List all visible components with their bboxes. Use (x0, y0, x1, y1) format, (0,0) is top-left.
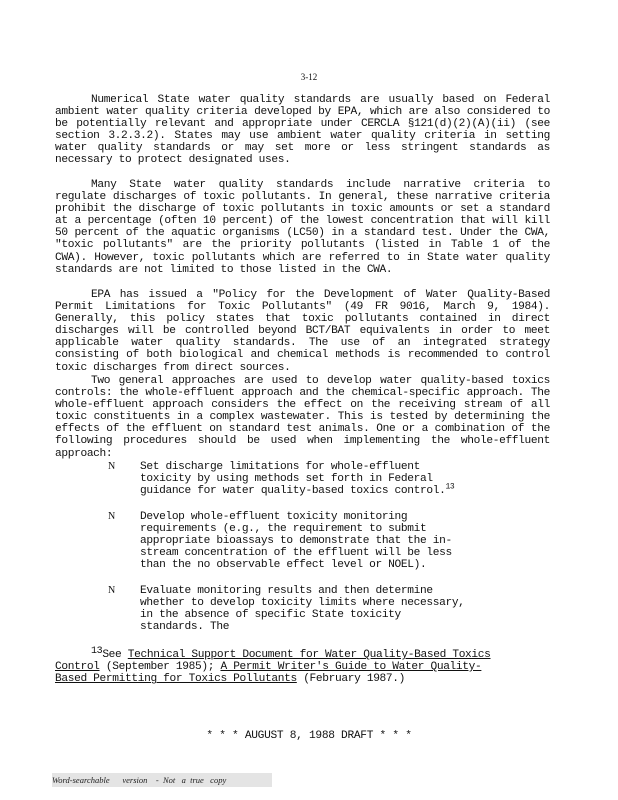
list-item (108, 461, 568, 501)
bullet-marker: N (108, 461, 115, 472)
list-item (108, 585, 568, 634)
draft-notice: * * * AUGUST 8, 1988 DRAFT * * * (206, 730, 412, 742)
paragraph-2-text: Many State water quality standards include narrative criteria to regulate discharges of toxic pollutants. In general, these narrative criteria prohibit the discharge of toxic pollutants in toxic amounts or set a standard at a percentage (often 10 percent) of the lowest concentration that will kill 50 percent of the aquatic organisms (LC50) in a standard test. Under the CWA, "toxic pollutants" are the priority pollutants (listed in Table 1 of the CWA). However, toxic pollutants which are referred to in State water quality standards are not limited to those listed in the CWA. (55, 179, 550, 276)
footnote-title-1: Technical Support Document for Water Quality-Based Toxics Control (55, 649, 491, 674)
footnote-title-2: A Permit Writer's Guide to Water Quality-Based Permitting for Toxics Pollutants (55, 661, 482, 686)
list-item (108, 511, 568, 573)
footnote-reference: 13 (445, 482, 455, 492)
paragraph-3-text: EPA has issued a "Policy for the Development of Water Quality-Based Permit Limitations for Toxic Pollutants" (49 FR 9016, March 9, 1984). Generally, this policy states that toxic pollutants contained in direct discharges will be controlled beyond BCT/BAT equivalents in order to meet applicable water quality standards. The use of an integrated strategy consisting of both biological and chemical methods is recommended to control toxic discharges from direct sources. (55, 289, 550, 374)
paragraph-1-text: Numerical State water quality standards are usually based on Federal ambient water quality criteria developed by EPA, which are also considered to be potentially relevant and appropriate under CERCLA §121(d)(2)(A)(ii) (see section 3.2.3.2). States may use ambient water quality criteria in setting water quality standards or may set more or less stringent standards as necessary to protect designated uses. (55, 94, 550, 167)
paragraph-2 (55, 179, 550, 276)
list-item-text: Set discharge limitations for whole-effluent toxicity by using methods set forth in Federal guidance for water quality-based toxics control. (140, 461, 446, 498)
footnote-mid: (September 1985); (99, 661, 221, 674)
bullet-marker: N (108, 511, 115, 522)
page-number: 3-12 (300, 72, 318, 82)
paragraph-3 (55, 289, 550, 374)
list-item-text: Evaluate monitoring results and then determine whether to develop toxicity limits where necessary, in the absence of specific State toxicity standards. The (140, 585, 465, 634)
paragraph-1 (55, 94, 550, 167)
footnote-tail: (February 1987.) (296, 673, 406, 686)
footnote (55, 646, 495, 685)
watermark-notice: Word-searchable version - Not a true copy (52, 773, 272, 787)
footnote-lead: See (102, 649, 128, 661)
bullet-marker: N (108, 585, 115, 596)
paragraph-4-text: Two general approaches are used to develop water quality-based toxics controls: the whole-effluent approach and the chemical-specific approach. The whole-effluent approach considers the effect on the receiving stream of all toxic constituents in a complex wastewater. This is tested by determining the effects of the effluent on standard test animals. One or a combination of the following procedures should be used when implementing the whole-effluent approach: (55, 375, 550, 460)
list-item-text: Develop whole-effluent toxicity monitoring requirements (e.g., the requirement to submit appropriate bioassays to demonstrate that the in-stream concentration of the effluent will be less than the no observable effect level or NOEL). (140, 511, 452, 572)
paragraph-4 (55, 375, 550, 460)
footnote-number: 13 (91, 646, 103, 657)
